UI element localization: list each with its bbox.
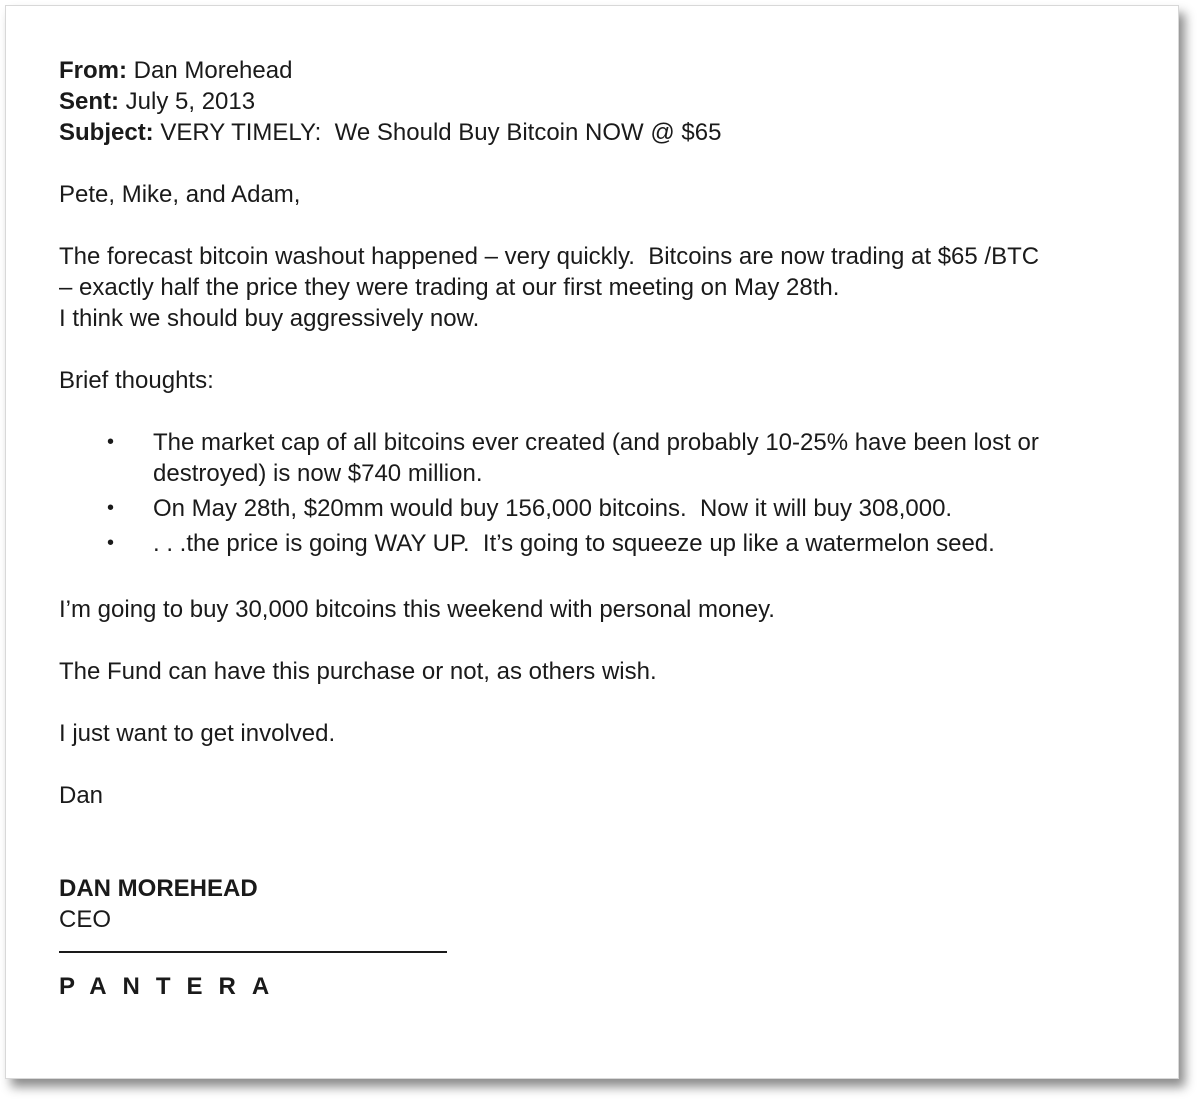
sent-value: July 5, 2013: [125, 88, 256, 115]
bullet-icon: •: [107, 497, 115, 519]
paragraph-1-line-3: I think we should buy aggressively now.: [59, 305, 480, 332]
list-item: [59, 493, 1159, 524]
list-item: [59, 528, 1159, 559]
list-item: [59, 427, 1159, 489]
email-document: [5, 5, 1179, 1079]
sent-line: [59, 86, 1159, 117]
paragraph-2: I’m going to buy 30,000 bitcoins this weekend with personal money.: [59, 596, 775, 623]
thoughts-heading: Brief thoughts:: [59, 367, 214, 394]
bullet-list: [59, 427, 1159, 559]
greeting: Pete, Mike, and Adam,: [59, 181, 301, 208]
bullet-icon: •: [107, 431, 115, 453]
paragraph-4: I just want to get involved.: [59, 720, 336, 747]
closing-name: Dan: [59, 782, 104, 809]
subject-line: [59, 117, 1159, 148]
bullet-icon: •: [107, 532, 115, 554]
bullet-text: . . .the price is going WAY UP. It’s going to squeeze up like a watermelon seed.: [153, 530, 995, 557]
bullet-text: The market cap of all bitcoins ever created (and probably 10-25% have been lost or destroyed) is now $740 million.: [153, 429, 1039, 487]
signature-divider: [59, 951, 447, 953]
from-value: Dan Morehead: [133, 57, 293, 84]
paragraph-1-line-1: The forecast bitcoin washout happened – very quickly. Bitcoins are now trading at $65 /BTC: [59, 243, 1040, 270]
sent-label: Sent:: [59, 88, 119, 115]
signature-title: CEO: [59, 906, 112, 933]
brand-logo: PANTERA: [59, 973, 286, 1000]
from-line: [59, 55, 1159, 86]
subject-label: Subject:: [59, 119, 154, 146]
from-label: From:: [59, 57, 127, 84]
paragraph-3: The Fund can have this purchase or not, as others wish.: [59, 658, 657, 685]
email-content: [59, 55, 1159, 1002]
bullet-text: On May 28th, $20mm would buy 156,000 bitcoins. Now it will buy 308,000.: [153, 495, 953, 522]
paragraph-1-line-2: – exactly half the price they were trading at our first meeting on May 28th.: [59, 274, 840, 301]
signature-name: DAN MOREHEAD: [59, 875, 258, 902]
subject-value: VERY TIMELY: We Should Buy Bitcoin NOW @ $65: [160, 119, 722, 146]
